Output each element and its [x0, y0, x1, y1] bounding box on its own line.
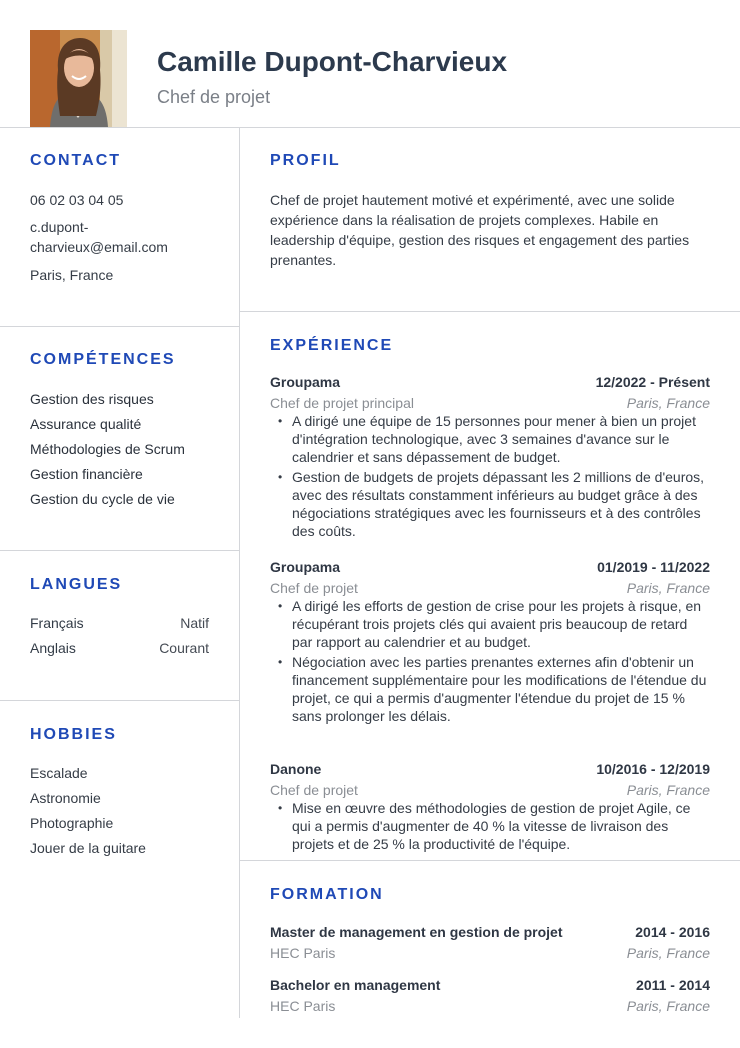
language-row: [30, 615, 209, 631]
profile-heading: PROFIL: [270, 152, 341, 169]
languages-heading: LANGUES: [30, 576, 123, 593]
education-school: HEC Paris: [270, 945, 336, 961]
job-role: Chef de projet: [270, 580, 358, 596]
hobby-item: Jouer de la guitare: [30, 840, 146, 856]
contact-phone: 06 02 03 04 05: [30, 192, 124, 208]
job-role: Chef de projet: [270, 782, 358, 798]
candidate-title: Chef de projet: [157, 87, 271, 107]
job-dates: 01/2019 - 11/2022: [597, 559, 710, 575]
education-heading: FORMATION: [270, 886, 384, 903]
right-divider-1: [240, 311, 740, 312]
experience-entry: [270, 557, 710, 725]
job-bullet: • A dirigé les efforts de gestion de crise pour les projets à risque, en récupérant trois projets clés qui avaient pris beaucoup de retard par rapport au calendrier et au budget.: [278, 598, 702, 650]
experience-entry: [270, 372, 710, 540]
hobby-item: Astronomie: [30, 790, 101, 806]
skill-item: Gestion des risques: [30, 391, 154, 407]
hobby-item: Escalade: [30, 765, 88, 781]
education-entry: [270, 975, 710, 1015]
education-dates: 2014 - 2016: [635, 924, 710, 940]
education-location: Paris, France: [626, 945, 710, 961]
job-role: Chef de projet principal: [270, 395, 414, 411]
profile-photo: [30, 30, 127, 127]
job-location: Paris, France: [626, 782, 710, 798]
contact-heading: CONTACT: [30, 152, 122, 169]
column-divider: [239, 127, 240, 1018]
skill-item: Méthodologies de Scrum: [30, 441, 185, 457]
hobby-item: Photographie: [30, 815, 114, 831]
job-dates: 10/2016 - 12/2019: [596, 761, 710, 777]
job-bullet: • Négociation avec les parties prenantes externes afin d'obtenir un financement supplémentaire pour les modifications de l'étendue du projet, ce qui a permis d'augmenter l'étendue du projet de 15 % sans prolonger les délais.: [278, 654, 707, 724]
language-level: Natif: [180, 615, 209, 631]
contact-email-line2: charvieux@email.com: [30, 239, 168, 255]
job-bullet: • Mise en œuvre des méthodologies de gestion de projet Agile, ce qui a permis d'augmenter de 40 % la vitesse de livraison des projets et de 25 % la productivité de l'équipe.: [278, 800, 691, 852]
left-divider-2: [0, 550, 239, 551]
profile-text: Chef de projet hautement motivé et expérimenté, avec une solide expérience dans la réalisation de projets complexes. Habile en leadership d'équipe, gestion des risques et engagement des parties prenantes.: [270, 192, 690, 268]
job-bullet: • Gestion de budgets de projets dépassant les 2 millions de d'euros, avec des résultats constamment inférieurs au budget grâce à des négociations stratégiques avec les fournisseurs et à des contrôles des coûts.: [278, 469, 705, 539]
language-row: [30, 640, 209, 656]
right-divider-2: [240, 860, 740, 861]
job-company: Danone: [270, 761, 322, 777]
experience-entry: [270, 759, 710, 853]
job-location: Paris, France: [626, 580, 710, 596]
education-degree: Master de management en gestion de projet: [270, 924, 563, 940]
education-dates: 2011 - 2014: [636, 977, 710, 993]
language-level: Courant: [159, 640, 209, 656]
language-name: Français: [30, 615, 84, 631]
experience-heading: EXPÉRIENCE: [270, 337, 394, 354]
skills-heading: COMPÉTENCES: [30, 351, 176, 368]
left-divider-3: [0, 700, 239, 701]
job-location: Paris, France: [626, 395, 710, 411]
skill-item: Assurance qualité: [30, 416, 142, 432]
left-divider-1: [0, 326, 239, 327]
job-company: Groupama: [270, 559, 341, 575]
education-degree: Bachelor en management: [270, 977, 441, 993]
education-school: HEC Paris: [270, 998, 336, 1014]
job-bullet: • A dirigé une équipe de 15 personnes pour mener à bien un projet d'intégration technologique, avec 3 semaines d'avance sur le calendrier et sans dépassement de budget.: [278, 413, 696, 465]
contact-email-line1: c.dupont-: [30, 219, 89, 235]
language-name: Anglais: [30, 640, 76, 656]
job-company: Groupama: [270, 374, 341, 390]
education-location: Paris, France: [626, 998, 710, 1014]
hobbies-heading: HOBBIES: [30, 726, 117, 743]
header-divider: [0, 127, 740, 128]
candidate-name: Camille Dupont-Charvieux: [157, 46, 508, 77]
contact-city: Paris, France: [30, 267, 114, 283]
job-dates: 12/2022 - Présent: [595, 374, 710, 390]
education-entry: [270, 922, 710, 962]
skill-item: Gestion financière: [30, 466, 143, 482]
skill-item: Gestion du cycle de vie: [30, 491, 175, 507]
